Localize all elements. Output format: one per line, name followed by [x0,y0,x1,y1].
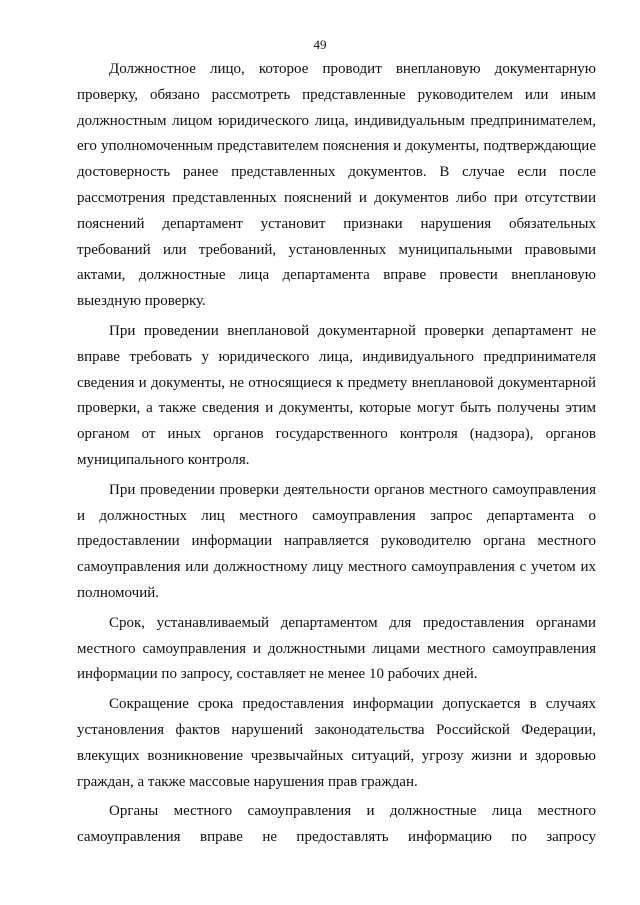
page-number: 49 [313,37,327,52]
paragraph: При проведении внеплановой документарной проверки департамент не вправе требовать у юридического лица, индивидуального предпринимателя сведения и документы, не относящиеся к предмету внеплановой документарной проверки, а также сведения и документы, которые могут быть получены этим органом от иных органов государственного контроля (надзора), органов муниципального контроля. [77,322,596,468]
paragraph: При проведении проверки деятельности органов местного самоуправления и должностных лиц местного самоуправления запрос департамента о предоставлении информации направляется руководителю органа местного самоуправления или должностному лицу местного самоуправления с учетом их полномочий. [77,481,596,601]
paragraph: Сокращение срока предоставления информации допускается в случаях установления фактов нарушений законодательства Российской Федерации, влекущих возникновение чрезвычайных ситуаций, угрозу жизни и здоровью граждан, а также массовые нарушения прав граждан. [77,696,596,790]
paragraph: Срок, устанавливаемый департаментом для предоставления органами местного самоуправления и должностными лицами местного самоуправления информации по запросу, составляет не менее 10 рабочих дней. [77,614,596,683]
document-body [77,57,596,855]
paragraph: Органы местного самоуправления и должностные лица местного самоуправления вправе не предоставлять информацию по запросу [77,803,596,846]
paragraph: Должностное лицо, которое проводит внеплановую документарную проверку, обязано рассмотреть представленные руководителем или иным должностным лицом юридического лица, индивидуальным предпринимателем, его уполномоченным представителем пояснения и документы, подтверждающие достоверность ранее представленных документов. В случае если после рассмотрения представленных пояснений и документов либо при отсутствии пояснений департамент установит признаки нарушения обязательных требований или требований, установленных муниципальными правовыми актами, должностные лица департамента вправе провести внеплановую выездную проверку. [77,61,596,310]
